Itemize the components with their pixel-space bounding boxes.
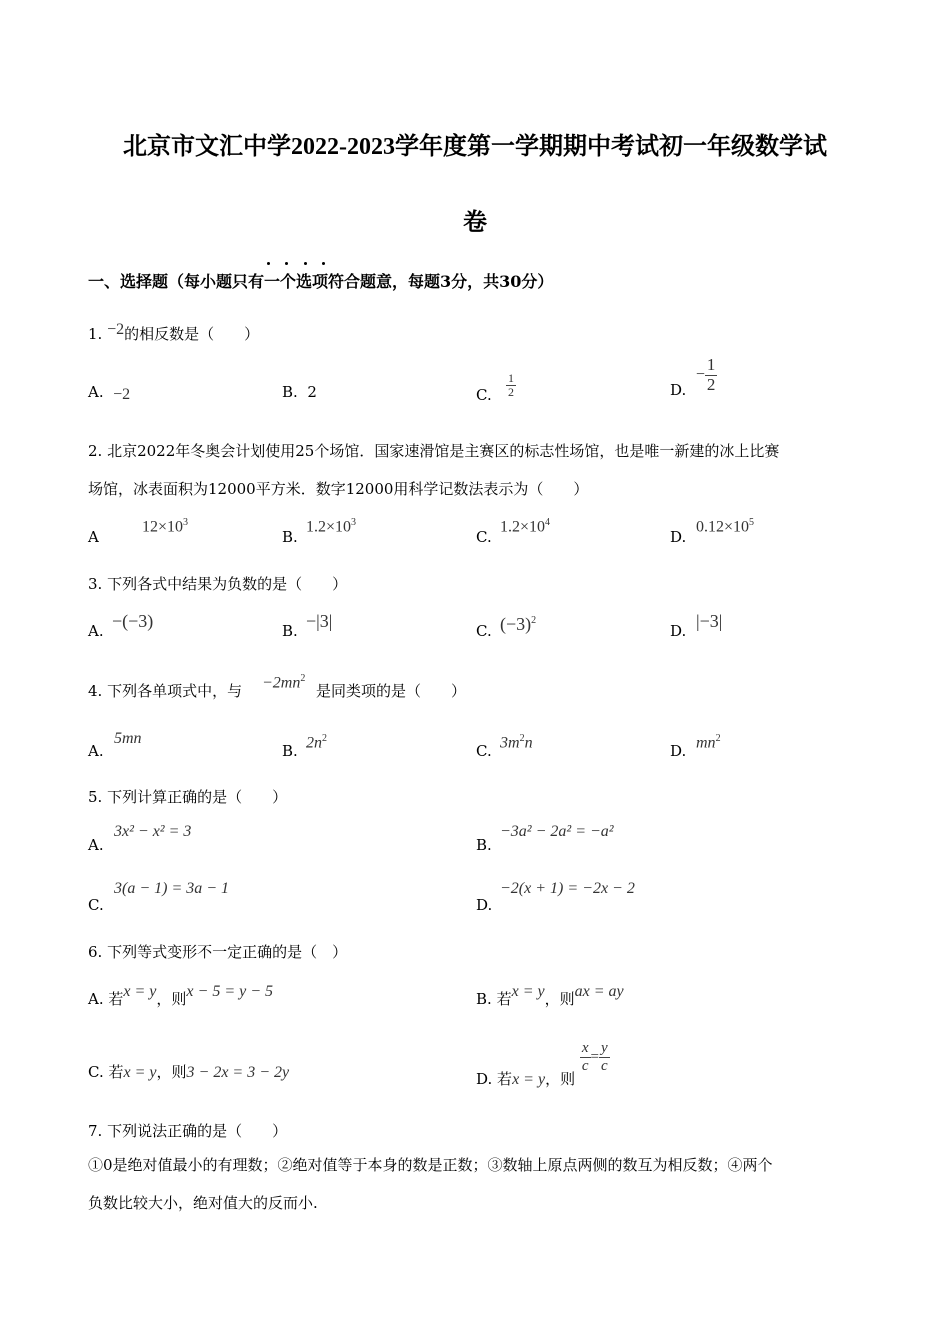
q1-number: 1.: [88, 325, 103, 343]
q2-option-a-label: A: [88, 528, 99, 546]
q5-option-a-expr: 3x² − x² = 3: [114, 823, 192, 840]
q3-option-d-label: D.: [670, 622, 687, 640]
q1-text: 的相反数是（ ）: [124, 325, 260, 343]
q5-option-d-label: D.: [476, 896, 493, 914]
q3-option-c-expr: $(-3)^2$: [500, 614, 537, 634]
q6-stem: 6. 下列等式变形不一定正确的是（ ）: [88, 943, 348, 961]
q5-option-c-expr: 3(a − 1) = 3a − 1: [114, 880, 230, 897]
q1-option-b: B. 2: [282, 383, 317, 401]
q1-expr: −2: [107, 321, 125, 338]
q4-option-b-label: B.: [282, 742, 298, 760]
q5-stem: 5. 下列计算正确的是（ ）: [88, 788, 288, 806]
q4-option-b-expr: $2n^2$: [306, 733, 327, 752]
page-title-line1: 北京市文汇中学2022-2023学年度第一学期期中考试初一年级数学试: [123, 134, 827, 160]
q7-stem: 7. 下列说法正确的是（ ）: [88, 1122, 288, 1140]
q2-option-b-expr: $1.2\times 10^3$: [306, 517, 357, 536]
q6-option-b: B. 若x = y，则ax = ay: [476, 983, 624, 1008]
q2-line1: 2. 北京2022年冬奥会计划使用25个场馆．国家速滑馆是主赛区的标志性场馆，也是唯一新建的冰上比赛: [88, 442, 780, 460]
q4-option-c-expr: $3m^2n$: [500, 733, 533, 752]
q3-option-a-expr: −(−3): [112, 611, 154, 631]
q6-option-d: D. 若x = y，则 $\frac{x}{c}$ = $\frac{y}{c}$: [476, 1040, 608, 1088]
q5-option-d-expr: −2(x + 1) = −2x − 2: [500, 880, 635, 897]
q6-option-c: C. 若x = y，则3 − 2x = 3 − 2y: [88, 1063, 290, 1081]
section-heading: 一、选择题（每小题只有一个选项符合题意，每题3分，共30分）: [88, 272, 554, 291]
q4-expr: $-2mn^2$: [262, 673, 306, 692]
q4-option-a-label: A.: [88, 742, 104, 760]
q2-option-d-expr: $0.12\times 10^5$: [696, 517, 755, 536]
q2-option-d-label: D.: [670, 528, 687, 546]
q1-option-d-fraction: $\frac{1}{2}$: [706, 355, 716, 394]
q3-option-a-label: A.: [88, 622, 104, 640]
q6-option-a: A. 若x = y，则x − 5 = y − 5: [88, 983, 274, 1008]
q5-option-a-label: A.: [88, 836, 104, 854]
q4-prefix: 4. 下列各单项式中，与: [88, 682, 243, 700]
q2-option-c-expr: $1.2\times 10^4$: [500, 517, 551, 536]
q4-option-d-label: D.: [670, 742, 687, 760]
q3-option-b-label: B.: [282, 622, 298, 640]
q2-option-b-label: B.: [282, 528, 298, 546]
q7-statements-line2: 负数比较大小，绝对值大的反而小.: [88, 1194, 318, 1212]
q1-stem: [88, 321, 260, 344]
q2-option-c-label: C.: [476, 528, 492, 546]
q1-option-c: C. $\frac{1}{2}$: [476, 371, 515, 404]
q5-option-b-expr: −3a² − 2a² = −a²: [500, 823, 614, 840]
q3-stem: 3. 下列各式中结果为负数的是（ ）: [88, 575, 348, 593]
q1-option-a: A. −2: [88, 383, 131, 403]
q5-option-b-label: B.: [476, 836, 492, 854]
q7-statements-line1: ①0是绝对值最小的有理数；②绝对值等于本身的数是正数；③数轴上原点两侧的数互为相反数；④两个: [88, 1156, 773, 1174]
q1-option-d: D. − $\frac{1}{2}$: [670, 355, 716, 400]
q6-option-d-right-fraction: $\frac{y}{c}$: [601, 1040, 608, 1074]
q2-line2: 场馆，冰表面积为12000平方米．数字12000用科学记数法表示为（ ）: [88, 480, 589, 498]
q3-option-c-label: C.: [476, 622, 492, 640]
page-title-line2: 卷: [463, 210, 487, 236]
q1-option-c-fraction: $\frac{1}{2}$: [508, 371, 515, 400]
q5-option-c-label: C.: [88, 896, 104, 914]
q3-option-b-expr: −|3|: [306, 611, 333, 631]
q6-option-d-left-fraction: $\frac{x}{c}$: [581, 1040, 589, 1074]
q3-option-d-expr: |−3|: [696, 611, 723, 631]
q4-option-c-label: C.: [476, 742, 492, 760]
q4-option-d-expr: $mn^2$: [696, 733, 721, 752]
q4-option-a-expr: 5mn: [114, 730, 142, 747]
q4-suffix: 是同类项的是（ ）: [316, 682, 467, 700]
q2-option-a-expr: $12\times 10^3$: [142, 517, 189, 536]
